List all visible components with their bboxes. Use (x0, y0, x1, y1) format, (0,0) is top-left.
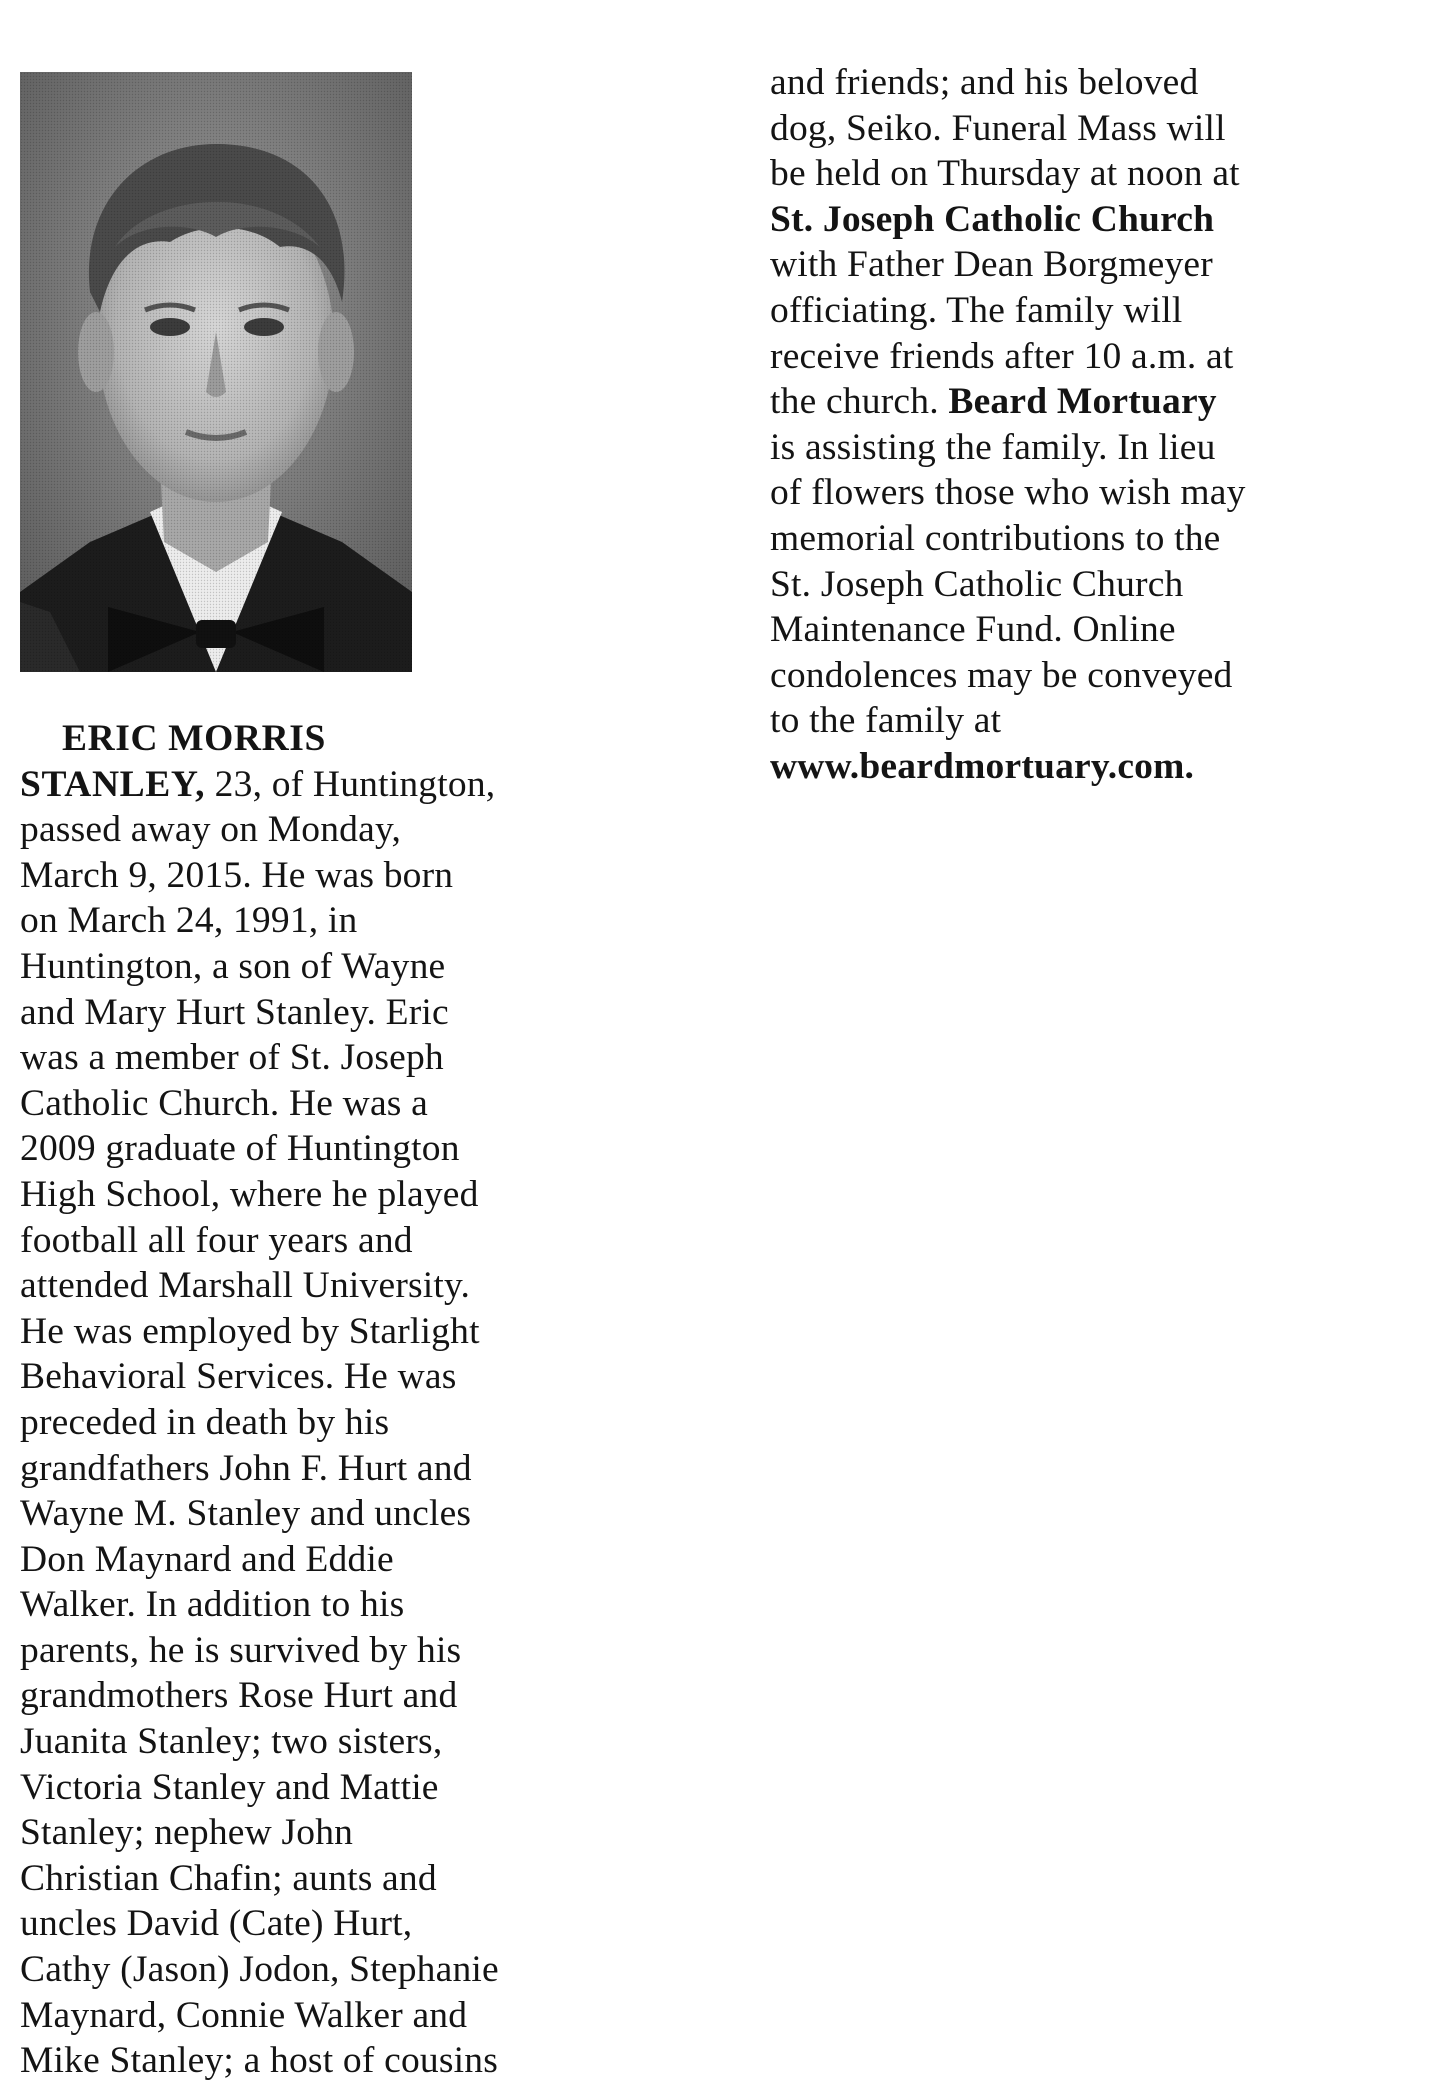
obituary-text: 2009 graduate of Huntington (20, 1128, 460, 1170)
obituary-text: and friends; and his beloved (770, 62, 1199, 103)
obituary-text-line (20, 898, 540, 944)
obituary-text: on March 24, 1991, in (20, 900, 358, 942)
obituary-text: March 9, 2015. He was born (20, 854, 454, 896)
obituary-text-line (20, 807, 540, 853)
obituary-text-line (770, 516, 1290, 562)
obituary-text: Maynard, Connie Walker and (20, 1994, 468, 2036)
obituary-text-line (20, 1719, 540, 1765)
obituary-text: was a member of St. Joseph (20, 1037, 444, 1079)
obituary-text: Walker. In addition to his (20, 1584, 405, 1626)
obituary-text: of flowers those who wish may (770, 472, 1246, 514)
obituary-text-line (20, 1081, 540, 1127)
obituary-text-line (20, 1537, 540, 1583)
obituary-text: Wayne M. Stanley and uncles (20, 1493, 472, 1535)
obituary-text: officiating. The family will (770, 289, 1183, 331)
obituary-text-line (20, 1172, 540, 1218)
obituary-text-line (770, 334, 1290, 380)
obituary-text: Christian Chafin; aunts and (20, 1857, 437, 1899)
obituary-text-line (20, 1993, 540, 2039)
obituary-text-line (770, 607, 1290, 653)
obituary-bold-text: Beard Mortuary (948, 381, 1217, 423)
obituary-text: passed away on Monday, (20, 809, 402, 851)
obituary-text-line (20, 990, 540, 1036)
obituary-text-line (770, 470, 1290, 516)
obituary-text-line (20, 1810, 540, 1856)
obituary-text: and Mary Hurt Stanley. Eric (20, 991, 449, 1033)
obituary-text-line (20, 762, 540, 808)
obituary-text-line (20, 1446, 540, 1492)
obituary-text: parents, he is survived by his (20, 1629, 462, 1671)
obituary-text: the church. (770, 381, 949, 423)
obituary-text-line (770, 197, 1290, 243)
portrait-image (20, 72, 412, 672)
obituary-text: preceded in death by his (20, 1401, 390, 1443)
obituary-text-line (770, 379, 1290, 425)
obituary-text: dog, Seiko. Funeral Mass will (770, 107, 1226, 149)
obituary-text: St. Joseph Catholic Church (770, 563, 1184, 605)
obituary-text: Maintenance Fund. Online (770, 609, 1176, 651)
obituary-text-line (20, 1218, 540, 1264)
obituary-text-line (770, 698, 1290, 744)
obituary-text-line (770, 425, 1290, 471)
obituary-text: Cathy (Jason) Jodon, Stephanie (20, 1949, 499, 1991)
obituary-left-column (20, 716, 540, 2084)
obituary-text: with Father Dean Borgmeyer (770, 244, 1213, 286)
obituary-bold-text: www.beardmortuary.com. (770, 745, 1195, 787)
obituary-text-line (770, 242, 1290, 288)
obituary-text-line (770, 562, 1290, 608)
obituary-text-line (20, 716, 540, 762)
obituary-text: to the family at (770, 700, 1002, 742)
obituary-bold-text: St. Joseph Catholic Church (770, 198, 1215, 240)
obituary-text-line (770, 151, 1290, 197)
obituary-text: 23, of Huntington, (205, 763, 496, 805)
obituary-text: Catholic Church. He was a (20, 1082, 429, 1124)
obituary-text-line (20, 1856, 540, 1902)
obituary-text: be held on Thursday at noon at (770, 153, 1240, 195)
obituary-text: uncles David (Cate) Hurt, (20, 1903, 413, 1945)
obituary-text: is assisting the family. In lieu (770, 426, 1216, 468)
obituary-text-line (770, 288, 1290, 334)
obituary-text-line (20, 1901, 540, 1947)
obituary-text-line (770, 653, 1290, 699)
obituary-text-line (20, 1354, 540, 1400)
obituary-text: Juanita Stanley; two sisters, (20, 1721, 443, 1763)
obituary-text: memorial contributions to the (770, 517, 1221, 559)
obituary-text-line (770, 106, 1290, 152)
obituary-text: He was employed by Starlight (20, 1310, 480, 1352)
obituary-text: receive friends after 10 a.m. at (770, 335, 1234, 377)
obituary-text-line (20, 1491, 540, 1537)
obituary-text: Mike Stanley; a host of cousins (20, 2040, 499, 2082)
obituary-text-line (20, 1126, 540, 1172)
obituary-text-line (20, 1400, 540, 1446)
obituary-bold-text: ERIC MORRIS (62, 718, 326, 759)
obituary-text: Victoria Stanley and Mattie (20, 1766, 439, 1808)
obituary-text: attended Marshall University. (20, 1265, 471, 1307)
obituary-text: grandmothers Rose Hurt and (20, 1675, 458, 1717)
obituary-text: condolences may be conveyed (770, 654, 1233, 696)
obituary-bold-text: STANLEY, (20, 763, 206, 805)
obituary-text-line (20, 1582, 540, 1628)
obituary-text: Behavioral Services. He was (20, 1356, 457, 1398)
obituary-text-line (20, 944, 540, 990)
obituary-text-line (20, 1673, 540, 1719)
obituary-text: grandfathers John F. Hurt and (20, 1447, 472, 1489)
obituary-text-line (770, 744, 1290, 790)
obituary-text-line (20, 853, 540, 899)
obituary-text-line (20, 1765, 540, 1811)
obituary-text-line (20, 1263, 540, 1309)
obituary-text: High School, where he played (20, 1173, 479, 1215)
obituary-text: Stanley; nephew John (20, 1812, 354, 1854)
obituary-right-column (770, 60, 1290, 790)
obituary-text: Don Maynard and Eddie (20, 1538, 394, 1580)
portrait-photo (20, 72, 412, 672)
obituary-text-line (20, 1309, 540, 1355)
obituary-text-line (770, 60, 1290, 106)
obituary-text: football all four years and (20, 1219, 413, 1261)
obituary-text: Huntington, a son of Wayne (20, 945, 446, 987)
obituary-text-line (20, 1035, 540, 1081)
obituary-text-line (20, 1947, 540, 1993)
obituary-text-line (20, 2038, 540, 2084)
obituary-text-line (20, 1628, 540, 1674)
